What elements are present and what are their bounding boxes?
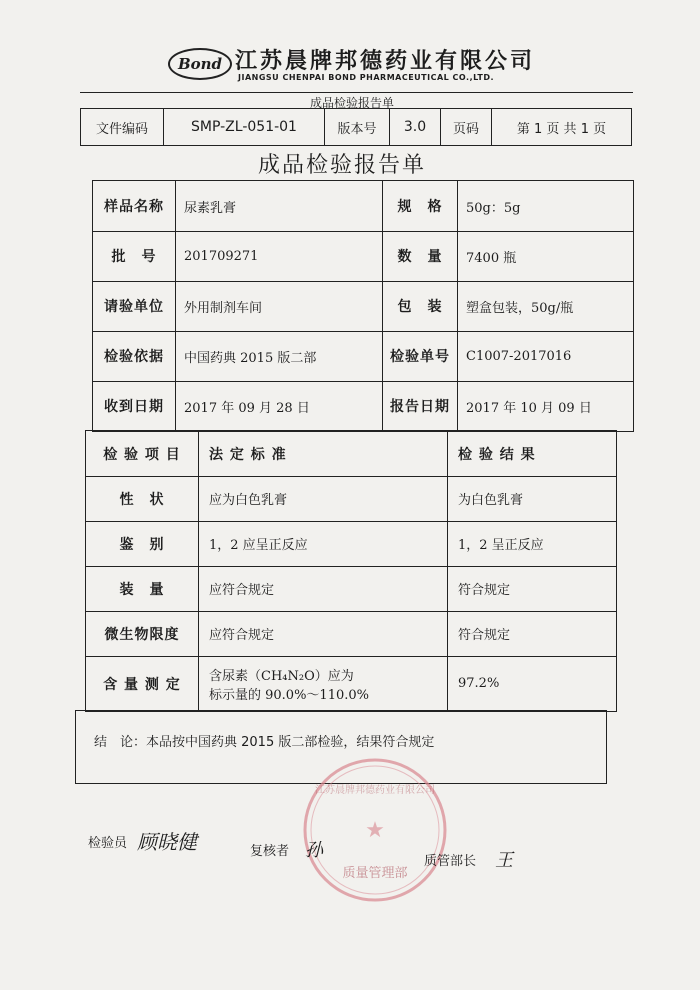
- test-result-text: 97.2%: [458, 676, 500, 691]
- test-result: [448, 656, 616, 711]
- info-label: 请验单位: [93, 281, 176, 331]
- test-item: [86, 566, 199, 611]
- stamp-star-icon: ★: [365, 818, 385, 843]
- test-standard-text: 应符合规定: [209, 628, 275, 643]
- test-row: [86, 611, 616, 657]
- logo-text: Bond: [177, 55, 223, 73]
- test-standard: [199, 476, 448, 521]
- version-label: 版本号: [325, 109, 390, 145]
- test-row: [86, 656, 616, 711]
- test-item-text: 性 状: [119, 491, 165, 508]
- qa-label: 质管部长: [424, 854, 477, 869]
- info-value: 尿素乳膏: [176, 181, 383, 231]
- info-label: 检验依据: [93, 331, 176, 381]
- info-label: 样品名称: [93, 181, 176, 231]
- test-result-text: 符合规定: [458, 583, 511, 598]
- test-standard: [199, 521, 448, 566]
- inspector-label: 检验员: [88, 836, 128, 851]
- test-result-text: 检 验 结 果: [458, 446, 536, 463]
- test-result-text: 为白色乳膏: [458, 493, 524, 508]
- test-item: [86, 656, 199, 711]
- report-title: 成品检验报告单: [258, 153, 427, 178]
- test-header-row: [86, 431, 616, 477]
- test-item-text: 装 量: [119, 581, 165, 598]
- test-row: [86, 566, 616, 612]
- company-name-cn: 江苏晨牌邦德药业有限公司: [235, 49, 536, 74]
- info-row: [93, 181, 633, 232]
- qa-signature: 王: [495, 850, 513, 871]
- info-row: [93, 231, 633, 282]
- info-label: 规 格: [383, 181, 458, 231]
- test-item-text: 含 量 测 定: [103, 676, 181, 693]
- test-result-text: 1，2 呈正反应: [458, 538, 544, 553]
- test-result: [448, 566, 616, 611]
- info-value: 201709271: [176, 231, 383, 281]
- test-standard: [199, 566, 448, 611]
- info-value: 50g：5g: [466, 200, 521, 216]
- test-row: [86, 476, 616, 522]
- test-standard-line2: 标示量的 90.0%～110.0%: [209, 687, 369, 703]
- info-label: 收到日期: [93, 381, 176, 431]
- reviewer-label: 复核者: [250, 844, 290, 859]
- info-value: 2017 年 09 月 28 日: [176, 381, 383, 431]
- doc-info-row: [80, 108, 632, 146]
- info-table: [92, 180, 634, 432]
- test-item: [86, 476, 199, 521]
- info-value: C1007-2017016: [466, 348, 572, 364]
- info-label: 报告日期: [383, 381, 458, 431]
- info-value: 塑盒包装，50g/瓶: [466, 300, 574, 316]
- info-label: 检验单号: [383, 331, 458, 381]
- file-code-label: 文件编码: [81, 109, 164, 145]
- test-standard-text: 应为白色乳膏: [209, 493, 288, 508]
- test-result: [448, 521, 616, 566]
- page-label: 页码: [441, 109, 492, 145]
- test-standard-text: 法 定 标 准: [209, 446, 287, 463]
- stamp-dept: 质量管理部: [342, 866, 408, 881]
- reviewer-signature: 孙: [305, 840, 323, 861]
- conclusion-text: 结 论：本品按中国药典 2015 版二部检验，结果符合规定: [94, 735, 435, 750]
- test-result: [448, 431, 616, 476]
- test-item-text: 检 验 项 目: [103, 446, 181, 463]
- company-name-en: JIANGSU CHENPAI BOND PHARMACEUTICAL CO.,LTD.: [238, 73, 495, 82]
- file-code: SMP-ZL-051-01: [164, 109, 325, 145]
- test-standard-text: 1，2 应呈正反应: [209, 538, 308, 553]
- info-row: [93, 381, 633, 431]
- test-standard: [199, 656, 448, 711]
- test-row: [86, 521, 616, 567]
- test-table: [85, 430, 617, 712]
- test-result: [448, 611, 616, 656]
- page-value: 第 1 页 共 1 页: [516, 121, 607, 137]
- info-value: 外用制剂车间: [176, 281, 383, 331]
- info-label: 包 装: [383, 281, 458, 331]
- company-logo: [168, 48, 232, 80]
- info-value: 2017 年 10 月 09 日: [466, 400, 592, 416]
- test-item-text: 鉴 别: [119, 536, 165, 553]
- info-value: 7400 瓶: [466, 250, 517, 266]
- test-item: [86, 431, 199, 476]
- info-row: [93, 281, 633, 332]
- test-item: [86, 521, 199, 566]
- version-value: 3.0: [390, 109, 441, 145]
- test-standard: [199, 611, 448, 656]
- info-value: 中国药典 2015 版二部: [176, 331, 383, 381]
- stamp-company: 江苏晨牌邦德药业有限公司: [315, 785, 435, 796]
- info-label: 数 量: [383, 231, 458, 281]
- quality-stamp: [300, 755, 450, 905]
- test-standard-text: 应符合规定: [209, 583, 275, 598]
- test-result: [448, 476, 616, 521]
- test-item: [86, 611, 199, 656]
- info-label: 批 号: [93, 231, 176, 281]
- doc-title-small: 成品检验报告单: [310, 96, 395, 110]
- test-item-text: 微生物限度: [104, 626, 180, 643]
- test-standard-text: 含尿素（CH₄N₂O）应为: [209, 668, 354, 684]
- company-header: [80, 38, 633, 93]
- test-result-text: 符合规定: [458, 628, 511, 643]
- info-row: [93, 331, 633, 382]
- inspector-signature: 顾晓健: [137, 830, 197, 854]
- test-standard: [199, 431, 448, 476]
